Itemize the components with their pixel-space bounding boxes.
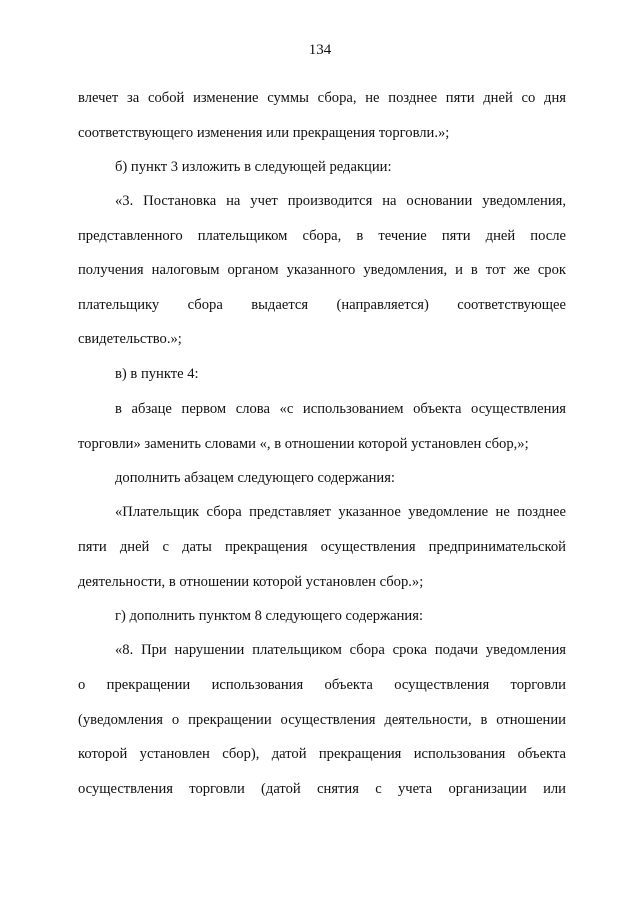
text-line: плательщику сбора выдается (направляется) соответствующее <box>78 297 566 313</box>
text-line: получения налоговым органом указанного уведомления, и в тот же срок <box>78 262 566 278</box>
text-line: соответствующего изменения или прекращения торговли.»; <box>78 125 450 141</box>
text-line: свидетельство.»; <box>78 331 182 347</box>
text-line: б) пункт 3 изложить в следующей редакции: <box>115 159 392 175</box>
page-number: 134 <box>308 42 332 58</box>
text-line: «Плательщик сбора представляет указанное уведомление не позднее <box>115 504 566 520</box>
text-line: (уведомления о прекращении осуществления деятельности, в отношении <box>78 712 566 728</box>
text-line: в абзаце первом слова «с использованием объекта осуществления <box>115 401 566 417</box>
text-line: пяти дней с даты прекращения осуществления предпринимательской <box>78 539 566 555</box>
text-line: «8. При нарушении плательщиком сбора срока подачи уведомления <box>115 642 566 658</box>
text-line: дополнить абзацем следующего содержания: <box>115 470 395 486</box>
text-line: о прекращении использования объекта осуществления торговли <box>78 677 566 693</box>
text-line: г) дополнить пунктом 8 следующего содержания: <box>115 608 424 624</box>
text-line: представленного плательщиком сбора, в течение пяти дней после <box>78 228 566 244</box>
text-line: осуществления торговли (датой снятия с учета организации или <box>78 781 566 797</box>
text-line: торговли» заменить словами «, в отношении которой установлен сбор,»; <box>78 436 529 452</box>
text-line: в) в пункте 4: <box>115 366 199 382</box>
text-line: которой установлен сбор), датой прекращения использования объекта <box>78 746 566 762</box>
text-line: деятельности, в отношении которой установлен сбор.»; <box>78 574 424 590</box>
text-line: «3. Постановка на учет производится на основании уведомления, <box>115 193 566 209</box>
text-line: влечет за собой изменение суммы сбора, не позднее пяти дней со дня <box>78 90 566 106</box>
